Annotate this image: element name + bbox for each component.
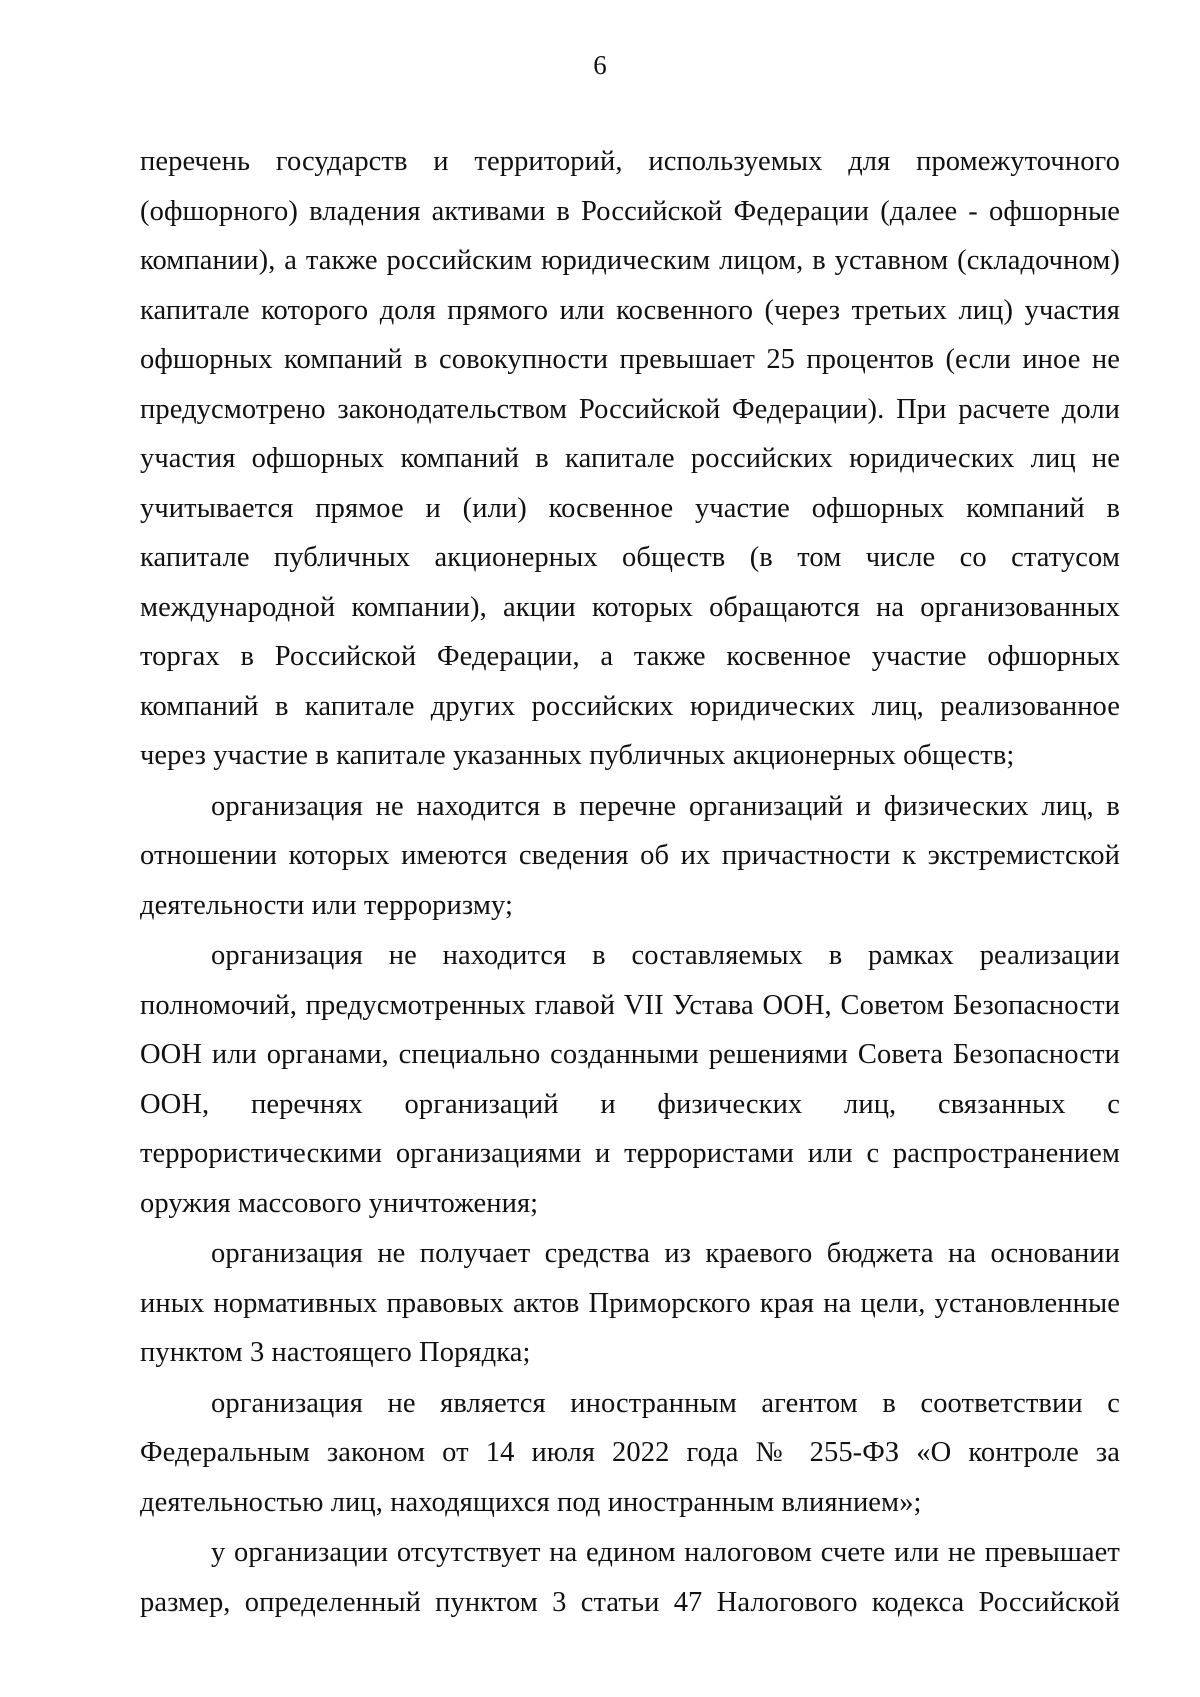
paragraph-un-security-council-list: организация не находится в составляемых в рамках реализации полномочий, предусмотренных главой VII Устава ООН, Советом Безопасности ООН или органами, специально созданными решениями Совета Безопасности ООН, перечнях организаций и физических лиц, связанных с террористическими организациями и террористами или с распространением оружия массового уничтожения;	[140, 940, 1120, 1219]
paragraph-regional-budget-funds: организация не получает средства из краевого бюджета на основании иных нормативных правовых актов Приморского края на цели, установленные пунктом 3 настоящего Порядка;	[140, 1238, 1120, 1368]
paragraph-tax-account: у организации отсутствует на едином налоговом счете или не превышает размер, определенный пунктом 3 статьи 47 Налогового кодекса Российской	[140, 1537, 1120, 1618]
paragraph-extremism-list: организация не находится в перечне организаций и физических лиц, в отношении которых имеются сведения об их причастности к экстремистской деятельности или терроризму;	[140, 790, 1120, 921]
paragraph-foreign-agent: организация не является иностранным агентом в соответствии с Федеральным законом от 14 июля 2022 года № 255-ФЗ «О контроле за деятельностью лиц, находящихся под иностранным влиянием»;	[140, 1387, 1120, 1518]
paragraph-offshore-companies: перечень государств и территорий, используемых для промежуточного (офшорного) владения активами в Российской Федерации (далее - офшорные компании), а также российским юридическим лицом, в уставном (складочном) капитале которого доля прямого или косвенного (через третьих лиц) участия офшорных компаний в совокупности превышает 25 процентов (если иное не предусмотрено законодательством Российской Федерации). При расчете доли участия офшорных компаний в капитале российских юридических лиц не учитывается прямое и (или) косвенное участие офшорных компаний в капитале публичных акционерных обществ (в том числе со статусом международной компании), акции которых обращаются на организованных торгах в Российской Федерации, а также косвенное участие офшорных компаний в капитале других российских юридических лиц, реализованное через участие в капитале указанных публичных акционерных обществ;	[140, 146, 1120, 771]
page-number: 6	[593, 50, 607, 80]
document-body	[140, 137, 1120, 1628]
